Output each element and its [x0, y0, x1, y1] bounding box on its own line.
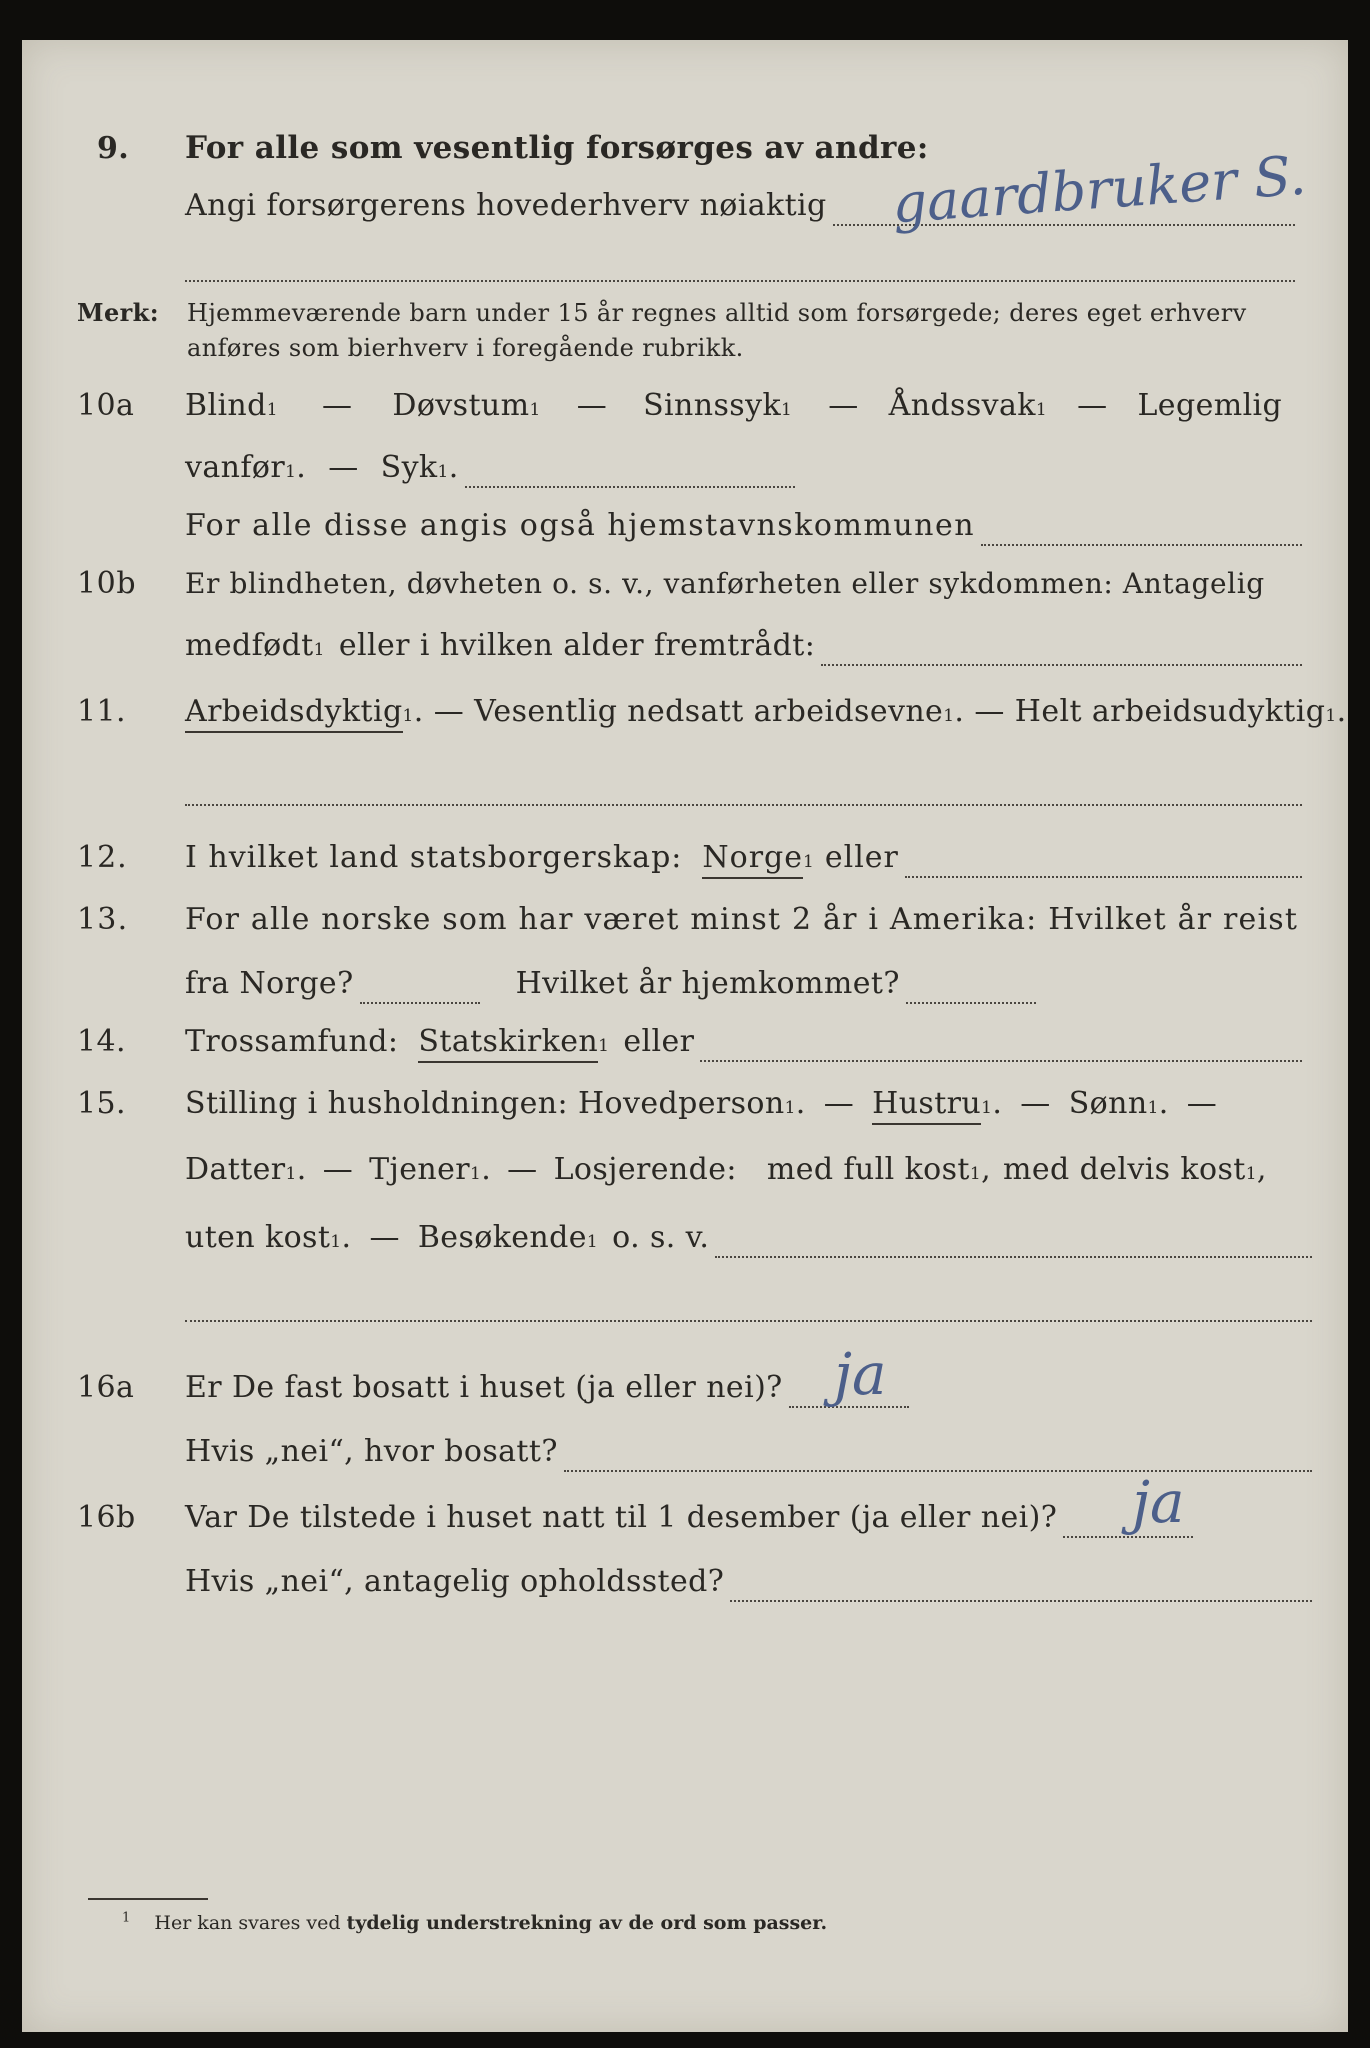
q16a-hvor-answer-line	[564, 1470, 1312, 1472]
q13-line-1	[77, 902, 1298, 952]
q9-second-line	[185, 280, 1295, 282]
q14-text: Trossamfund:	[185, 1024, 399, 1059]
q15-full-kost: med full kost	[766, 1152, 970, 1187]
q16a-line-1	[77, 1370, 909, 1420]
q14-answer-line	[700, 1060, 1302, 1062]
dash: —	[828, 388, 859, 423]
q16b-answer-line	[1063, 1536, 1193, 1538]
q16b-line-2	[185, 1564, 1312, 1614]
q15-hovedperson: Stilling i husholdningen: Hovedperson	[185, 1086, 785, 1121]
q15-number: 15.	[77, 1086, 126, 1121]
q13-fra-norge: fra Norge?	[185, 966, 354, 1001]
q10a-syk: Syk	[380, 450, 438, 485]
q13-reist-answer-line	[360, 1002, 480, 1004]
q15-losjerende: Losjerende:	[553, 1152, 737, 1187]
q16a-handwritten-answer: ja	[834, 1340, 887, 1408]
q16a-number: 16a	[77, 1370, 135, 1405]
footnote-text-b: tydelig understrekning av de ord som passer.	[346, 1912, 828, 1934]
q10a-hjemstavn-line	[981, 544, 1302, 546]
q15-sonn: Sønn	[1068, 1086, 1148, 1121]
q10a-item-dovstum: Døvstum	[392, 388, 530, 423]
q13-hjemkommet: Hvilket år hjemkommet?	[515, 966, 900, 1001]
q12-number: 12.	[77, 840, 128, 875]
merk-text-1: Hjemmeværende barn under 15 år regnes alltid som forsørgede; deres eget erhverv	[187, 299, 1247, 327]
q15-osv: o. s. v.	[612, 1220, 710, 1255]
q12-line: 12. I hvilket land statsborgerskap: Norge 1 eller	[77, 840, 1302, 890]
q15-line-3: uten kost 1 . — Besøkende 1 o. s. v.	[185, 1220, 1312, 1270]
q16b-question: Var De tilstede i huset natt til 1 desember (ja eller nei)?	[185, 1500, 1058, 1535]
q11-udyktig: Helt arbeidsudyktig	[1014, 694, 1326, 729]
footnote-rule	[88, 1898, 208, 1900]
q11-line: 11. Arbeidsdyktig 1 . — Vesentlig nedsatt arbeidsevne 1 . — Helt arbeidsudyktig 1 .	[77, 694, 1347, 744]
dash: —	[1186, 1086, 1218, 1121]
q10a-hjemstavn: For alle disse angis også hjemstavnskommunen	[185, 508, 976, 543]
dash: —	[507, 1152, 538, 1187]
q10b-answer-line	[821, 664, 1302, 666]
q15-uten-kost: uten kost	[185, 1220, 331, 1255]
dash: —	[369, 1220, 400, 1255]
q16b-number: 16b	[77, 1500, 136, 1535]
q15-second-answer-line	[185, 1320, 1312, 1322]
q10a-line-1: 10a Blind 1 — Døvstum 1 — Sinnssyk 1 — Åndssvak 1 — Legemlig	[77, 388, 1283, 423]
merk-label: Merk:	[77, 298, 159, 327]
q14-statskirken: Statskirken	[418, 1024, 598, 1063]
q9-handwritten-answer: gaardbruker S.	[890, 143, 1309, 236]
footnote-mark: 1	[122, 1910, 131, 1926]
q10a-item-blind: Blind	[185, 388, 267, 423]
q16b-line-1	[77, 1500, 1193, 1550]
q10b-medfodt: medfødt	[185, 628, 314, 663]
footnote-text-a: Her kan svares ved	[154, 1912, 341, 1934]
q16b-handwritten-answer: ja	[1132, 1468, 1185, 1536]
q12-text: I hvilket land statsborgerskap:	[185, 840, 683, 875]
q10a-line-3	[185, 508, 1302, 558]
q15-line-1: 15. Stilling i husholdningen: Hovedperson 1 . — Hustru 1 . — Sønn 1 . —	[77, 1086, 1312, 1136]
q15-datter: Datter	[185, 1152, 286, 1187]
q12-answer-line	[905, 876, 1302, 878]
footnote	[122, 1912, 827, 1934]
q10a-item-andssvak: Åndssvak	[888, 388, 1036, 423]
q11-number: 11.	[77, 694, 126, 729]
dash: —	[576, 388, 608, 423]
q9-prompt: Angi forsørgerens hovederhverv nøiaktig	[185, 188, 827, 223]
q15-tjener: Tjener	[369, 1152, 470, 1187]
dash: —	[321, 388, 353, 423]
q13-hjemkommet-answer-line	[906, 1002, 1036, 1004]
q13-line-2	[185, 966, 1036, 1016]
q10a-syk-answer-line	[465, 486, 795, 488]
q11-nedsatt: Vesentlig nedsatt arbeidsevne	[474, 694, 944, 729]
q9-heading	[97, 130, 929, 180]
q15-answer-line	[715, 1256, 1312, 1258]
q11-answer-line	[185, 804, 1302, 806]
q15-besokende: Besøkende	[417, 1220, 587, 1255]
dash: —	[823, 1086, 855, 1121]
dash: —	[1020, 1086, 1051, 1121]
q10a-vanfor: vanfør	[185, 450, 286, 485]
q10a-line-2: vanfør 1 . — Syk 1 .	[185, 450, 795, 500]
merk-text-2: anføres som bierhverv i foregående rubrikk.	[187, 334, 744, 362]
census-form-page	[22, 40, 1348, 2032]
q9-number: 9.	[97, 131, 130, 166]
dash: —	[322, 1152, 354, 1187]
q15-delvis-kost: med delvis kost	[1003, 1152, 1246, 1187]
merk-line-2	[187, 334, 744, 384]
dash: —	[974, 694, 1005, 729]
q13-number: 13.	[77, 902, 129, 937]
q10a-number: 10a	[77, 388, 135, 423]
q11-arbeidsdyktig: Arbeidsdyktig	[185, 694, 403, 733]
q10b-text-2: eller i hvilken alder fremtrådt:	[338, 628, 816, 663]
q10a-item-sinnssyk: Sinnssyk	[643, 388, 782, 423]
q10b-line-2: medfødt 1 eller i hvilken alder fremtrådt:	[185, 628, 1302, 678]
q13-text-1: For alle norske som har været minst 2 år i Amerika: Hvilket år reist	[185, 902, 1299, 937]
q16a-question: Er De fast bosatt i huset (ja eller nei)?	[185, 1370, 783, 1405]
dash: —	[328, 450, 359, 485]
q14-number: 14.	[77, 1024, 126, 1059]
q10b-text-1: Er blindheten, døvheten o. s. v., vanførheten eller sykdommen: Antagelig	[185, 567, 1265, 600]
q9-title: For alle som vesentlig forsørges av andre:	[185, 130, 929, 166]
q14-line: 14. Trossamfund: Statskirken 1 eller	[77, 1024, 1302, 1074]
dash: —	[433, 694, 465, 729]
q16b-opholdssted-answer-line	[730, 1600, 1312, 1602]
dash: —	[1077, 388, 1108, 423]
q16a-hvor-bosatt: Hvis „nei“, hvor bosatt?	[185, 1434, 558, 1469]
q16b-opholdssted: Hvis „nei“, antagelig opholdssted?	[185, 1564, 725, 1599]
q12-norge: Norge	[702, 840, 803, 879]
q10a-item-legemlig: Legemlig	[1137, 388, 1283, 423]
q15-line-2: Datter 1 . — Tjener 1 . — Losjerende: med full kost 1 , med delvis kost 1 ,	[185, 1152, 1267, 1187]
q14-eller: eller	[623, 1024, 695, 1059]
q10b-line-1	[77, 566, 1265, 616]
q10b-number: 10b	[77, 566, 137, 601]
q12-eller: eller	[824, 840, 899, 875]
q15-hustru: Hustru	[872, 1086, 981, 1125]
